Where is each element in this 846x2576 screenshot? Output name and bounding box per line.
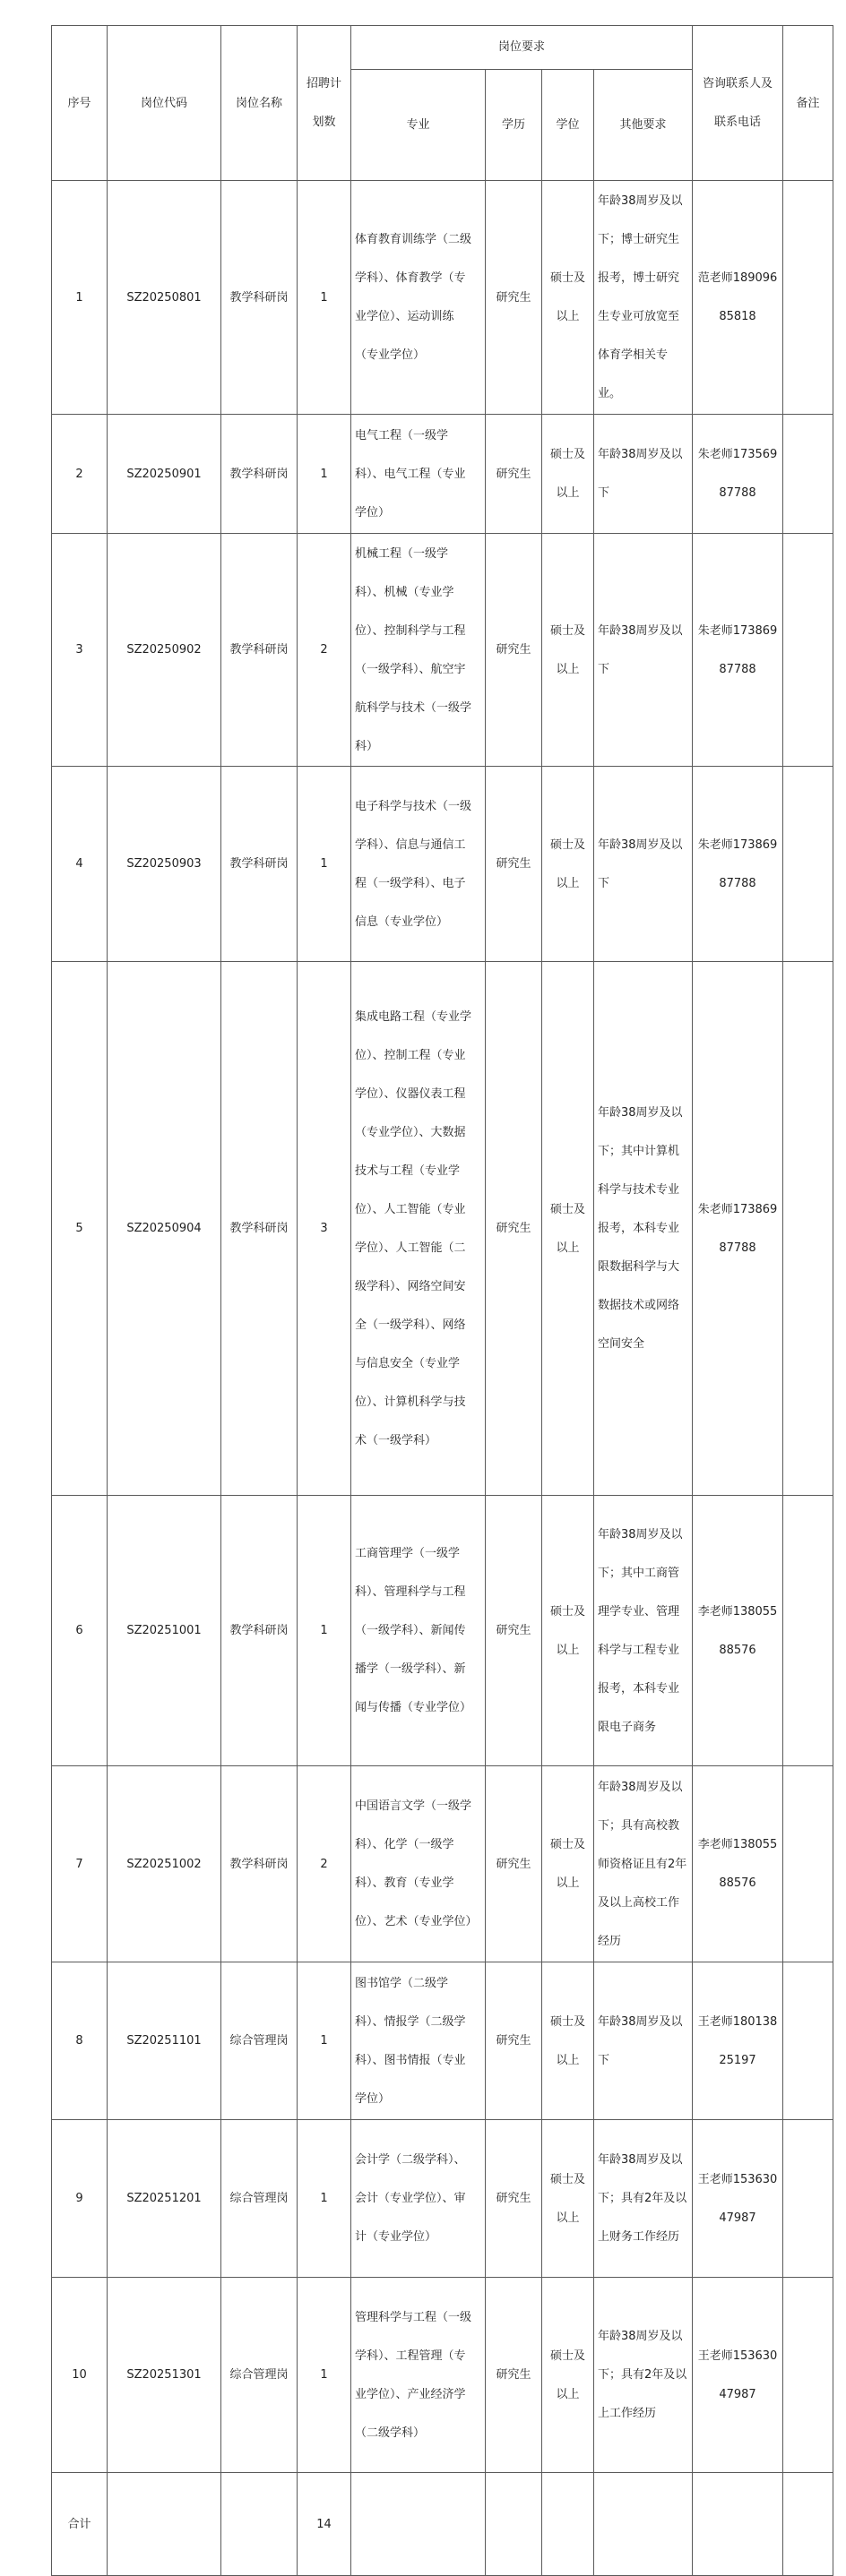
row-specialty: 中国语言文学（一级学科）、化学（一级学科）、教育（专业学位）、艺术（专业学位） bbox=[351, 1766, 486, 1962]
row-contact: 朱老师17356987788 bbox=[693, 415, 783, 534]
row-remarks bbox=[783, 1496, 833, 1766]
header-requirements: 岗位要求 bbox=[351, 26, 693, 70]
row-code: SZ20251101 bbox=[108, 1962, 221, 2120]
total-contact bbox=[693, 2473, 783, 2576]
total-code bbox=[108, 2473, 221, 2576]
row-remarks bbox=[783, 767, 833, 962]
row-contact: 朱老师17386987788 bbox=[693, 962, 783, 1496]
row-contact: 朱老师17386987788 bbox=[693, 767, 783, 962]
row-remarks bbox=[783, 181, 833, 415]
row-other: 年龄38周岁及以下 bbox=[594, 767, 693, 962]
table-row bbox=[52, 1766, 833, 1962]
row-education: 研究生 bbox=[486, 2278, 542, 2473]
row-plan: 1 bbox=[298, 767, 351, 962]
header-seq: 序号 bbox=[52, 26, 108, 181]
header-contact: 咨询联系人及联系电话 bbox=[693, 26, 783, 181]
row-name: 教学科研岗 bbox=[221, 181, 298, 415]
row-specialty: 管理科学与工程（一级学科）、工程管理（专业学位）、产业经济学（二级学科） bbox=[351, 2278, 486, 2473]
row-plan: 1 bbox=[298, 1962, 351, 2120]
row-other: 年龄38周岁及以下 bbox=[594, 1962, 693, 2120]
row-degree: 硕士及以上 bbox=[542, 2120, 594, 2278]
row-specialty: 会计学（二级学科）、会计（专业学位）、审计（专业学位） bbox=[351, 2120, 486, 2278]
row-specialty: 体育教育训练学（二级学科）、体育教学（专业学位）、运动训练（专业学位） bbox=[351, 181, 486, 415]
table-row bbox=[52, 534, 833, 767]
total-specialty bbox=[351, 2473, 486, 2576]
row-code: SZ20250801 bbox=[108, 181, 221, 415]
row-plan: 3 bbox=[298, 962, 351, 1496]
row-specialty: 电气工程（一级学科）、电气工程（专业学位） bbox=[351, 415, 486, 534]
row-plan: 2 bbox=[298, 1766, 351, 1962]
header-plan: 招聘计划数 bbox=[298, 26, 351, 181]
row-plan: 1 bbox=[298, 1496, 351, 1766]
row-other: 年龄38周岁及以下；具有2年及以上财务工作经历 bbox=[594, 2120, 693, 2278]
row-other: 年龄38周岁及以下；具有高校教师资格证且有2年及以上高校工作经历 bbox=[594, 1766, 693, 1962]
row-contact: 范老师18909685818 bbox=[693, 181, 783, 415]
row-remarks bbox=[783, 415, 833, 534]
total-plan: 14 bbox=[298, 2473, 351, 2576]
row-remarks bbox=[783, 1766, 833, 1962]
row-plan: 1 bbox=[298, 2120, 351, 2278]
row-remarks bbox=[783, 2278, 833, 2473]
row-name: 教学科研岗 bbox=[221, 962, 298, 1496]
row-contact: 李老师13805588576 bbox=[693, 1766, 783, 1962]
row-education: 研究生 bbox=[486, 415, 542, 534]
row-degree: 硕士及以上 bbox=[542, 1496, 594, 1766]
table-row bbox=[52, 181, 833, 415]
header-degree: 学位 bbox=[542, 70, 594, 181]
row-plan: 1 bbox=[298, 415, 351, 534]
header-education: 学历 bbox=[486, 70, 542, 181]
row-education: 研究生 bbox=[486, 767, 542, 962]
row-seq: 4 bbox=[52, 767, 108, 962]
row-contact: 朱老师17386987788 bbox=[693, 534, 783, 767]
row-seq: 10 bbox=[52, 2278, 108, 2473]
header-code: 岗位代码 bbox=[108, 26, 221, 181]
row-education: 研究生 bbox=[486, 534, 542, 767]
row-remarks bbox=[783, 2120, 833, 2278]
row-education: 研究生 bbox=[486, 962, 542, 1496]
total-row bbox=[52, 2473, 833, 2576]
row-specialty: 电子科学与技术（一级学科）、信息与通信工程（一级学科）、电子信息（专业学位） bbox=[351, 767, 486, 962]
row-other: 年龄38周岁及以下；博士研究生报考，博士研究生专业可放宽至体育学相关专业。 bbox=[594, 181, 693, 415]
row-degree: 硕士及以上 bbox=[542, 962, 594, 1496]
table-row bbox=[52, 1496, 833, 1766]
row-degree: 硕士及以上 bbox=[542, 767, 594, 962]
row-name: 教学科研岗 bbox=[221, 1766, 298, 1962]
row-code: SZ20250901 bbox=[108, 415, 221, 534]
total-education bbox=[486, 2473, 542, 2576]
table-row bbox=[52, 2278, 833, 2473]
row-degree: 硕士及以上 bbox=[542, 2278, 594, 2473]
row-degree: 硕士及以上 bbox=[542, 1962, 594, 2120]
table-row bbox=[52, 767, 833, 962]
row-name: 综合管理岗 bbox=[221, 2278, 298, 2473]
row-code: SZ20250902 bbox=[108, 534, 221, 767]
row-seq: 1 bbox=[52, 181, 108, 415]
row-plan: 1 bbox=[298, 2278, 351, 2473]
row-plan: 1 bbox=[298, 181, 351, 415]
total-remarks bbox=[783, 2473, 833, 2576]
row-specialty: 机械工程（一级学科）、机械（专业学位）、控制科学与工程（一级学科）、航空宇航科学与技术（一级学科） bbox=[351, 534, 486, 767]
table-row bbox=[52, 2120, 833, 2278]
table-row bbox=[52, 962, 833, 1496]
row-name: 综合管理岗 bbox=[221, 2120, 298, 2278]
row-contact: 王老师15363047987 bbox=[693, 2278, 783, 2473]
row-remarks bbox=[783, 534, 833, 767]
row-other: 年龄38周岁及以下；其中工商管理学专业、管理科学与工程专业报考，本科专业限电子商务 bbox=[594, 1496, 693, 1766]
row-seq: 5 bbox=[52, 962, 108, 1496]
row-specialty: 图书馆学（二级学科）、情报学（二级学科）、图书情报（专业学位） bbox=[351, 1962, 486, 2120]
row-degree: 硕士及以上 bbox=[542, 1766, 594, 1962]
recruitment-table bbox=[51, 25, 833, 2576]
row-code: SZ20250904 bbox=[108, 962, 221, 1496]
total-name bbox=[221, 2473, 298, 2576]
total-label: 合计 bbox=[52, 2473, 108, 2576]
row-code: SZ20251001 bbox=[108, 1496, 221, 1766]
row-name: 综合管理岗 bbox=[221, 1962, 298, 2120]
row-other: 年龄38周岁及以下；其中计算机科学与技术专业报考，本科专业限数据科学与大数据技术或网络空间安全 bbox=[594, 962, 693, 1496]
row-degree: 硕士及以上 bbox=[542, 181, 594, 415]
row-seq: 7 bbox=[52, 1766, 108, 1962]
row-contact: 王老师15363047987 bbox=[693, 2120, 783, 2278]
row-plan: 2 bbox=[298, 534, 351, 767]
row-specialty: 集成电路工程（专业学位）、控制工程（专业学位）、仪器仪表工程（专业学位）、大数据技术与工程（专业学位）、人工智能（专业学位）、人工智能（二级学科）、网络空间安全（一级学科）、网络与信息安全（专业学位）、计算机科学与技术（一级学科） bbox=[351, 962, 486, 1496]
header-other: 其他要求 bbox=[594, 70, 693, 181]
row-seq: 3 bbox=[52, 534, 108, 767]
row-contact: 李老师13805588576 bbox=[693, 1496, 783, 1766]
header-name: 岗位名称 bbox=[221, 26, 298, 181]
row-seq: 9 bbox=[52, 2120, 108, 2278]
row-education: 研究生 bbox=[486, 1496, 542, 1766]
row-name: 教学科研岗 bbox=[221, 415, 298, 534]
total-degree bbox=[542, 2473, 594, 2576]
row-degree: 硕士及以上 bbox=[542, 415, 594, 534]
row-name: 教学科研岗 bbox=[221, 767, 298, 962]
row-education: 研究生 bbox=[486, 181, 542, 415]
row-code: SZ20251201 bbox=[108, 2120, 221, 2278]
row-code: SZ20250903 bbox=[108, 767, 221, 962]
table-row bbox=[52, 1962, 833, 2120]
row-seq: 8 bbox=[52, 1962, 108, 2120]
row-other: 年龄38周岁及以下 bbox=[594, 534, 693, 767]
row-education: 研究生 bbox=[486, 1962, 542, 2120]
row-name: 教学科研岗 bbox=[221, 534, 298, 767]
row-seq: 6 bbox=[52, 1496, 108, 1766]
header-remarks: 备注 bbox=[783, 26, 833, 181]
row-remarks bbox=[783, 962, 833, 1496]
total-other bbox=[594, 2473, 693, 2576]
row-other: 年龄38周岁及以下；具有2年及以上工作经历 bbox=[594, 2278, 693, 2473]
row-education: 研究生 bbox=[486, 1766, 542, 1962]
row-degree: 硕士及以上 bbox=[542, 534, 594, 767]
row-seq: 2 bbox=[52, 415, 108, 534]
row-contact: 王老师18013825197 bbox=[693, 1962, 783, 2120]
row-specialty: 工商管理学（一级学科）、管理科学与工程（一级学科）、新闻传播学（一级学科）、新闻与传播（专业学位） bbox=[351, 1496, 486, 1766]
row-name: 教学科研岗 bbox=[221, 1496, 298, 1766]
row-code: SZ20251301 bbox=[108, 2278, 221, 2473]
row-other: 年龄38周岁及以下 bbox=[594, 415, 693, 534]
table-row bbox=[52, 415, 833, 534]
row-code: SZ20251002 bbox=[108, 1766, 221, 1962]
header-specialty: 专业 bbox=[351, 70, 486, 181]
row-education: 研究生 bbox=[486, 2120, 542, 2278]
row-remarks bbox=[783, 1962, 833, 2120]
header-row bbox=[52, 26, 833, 70]
